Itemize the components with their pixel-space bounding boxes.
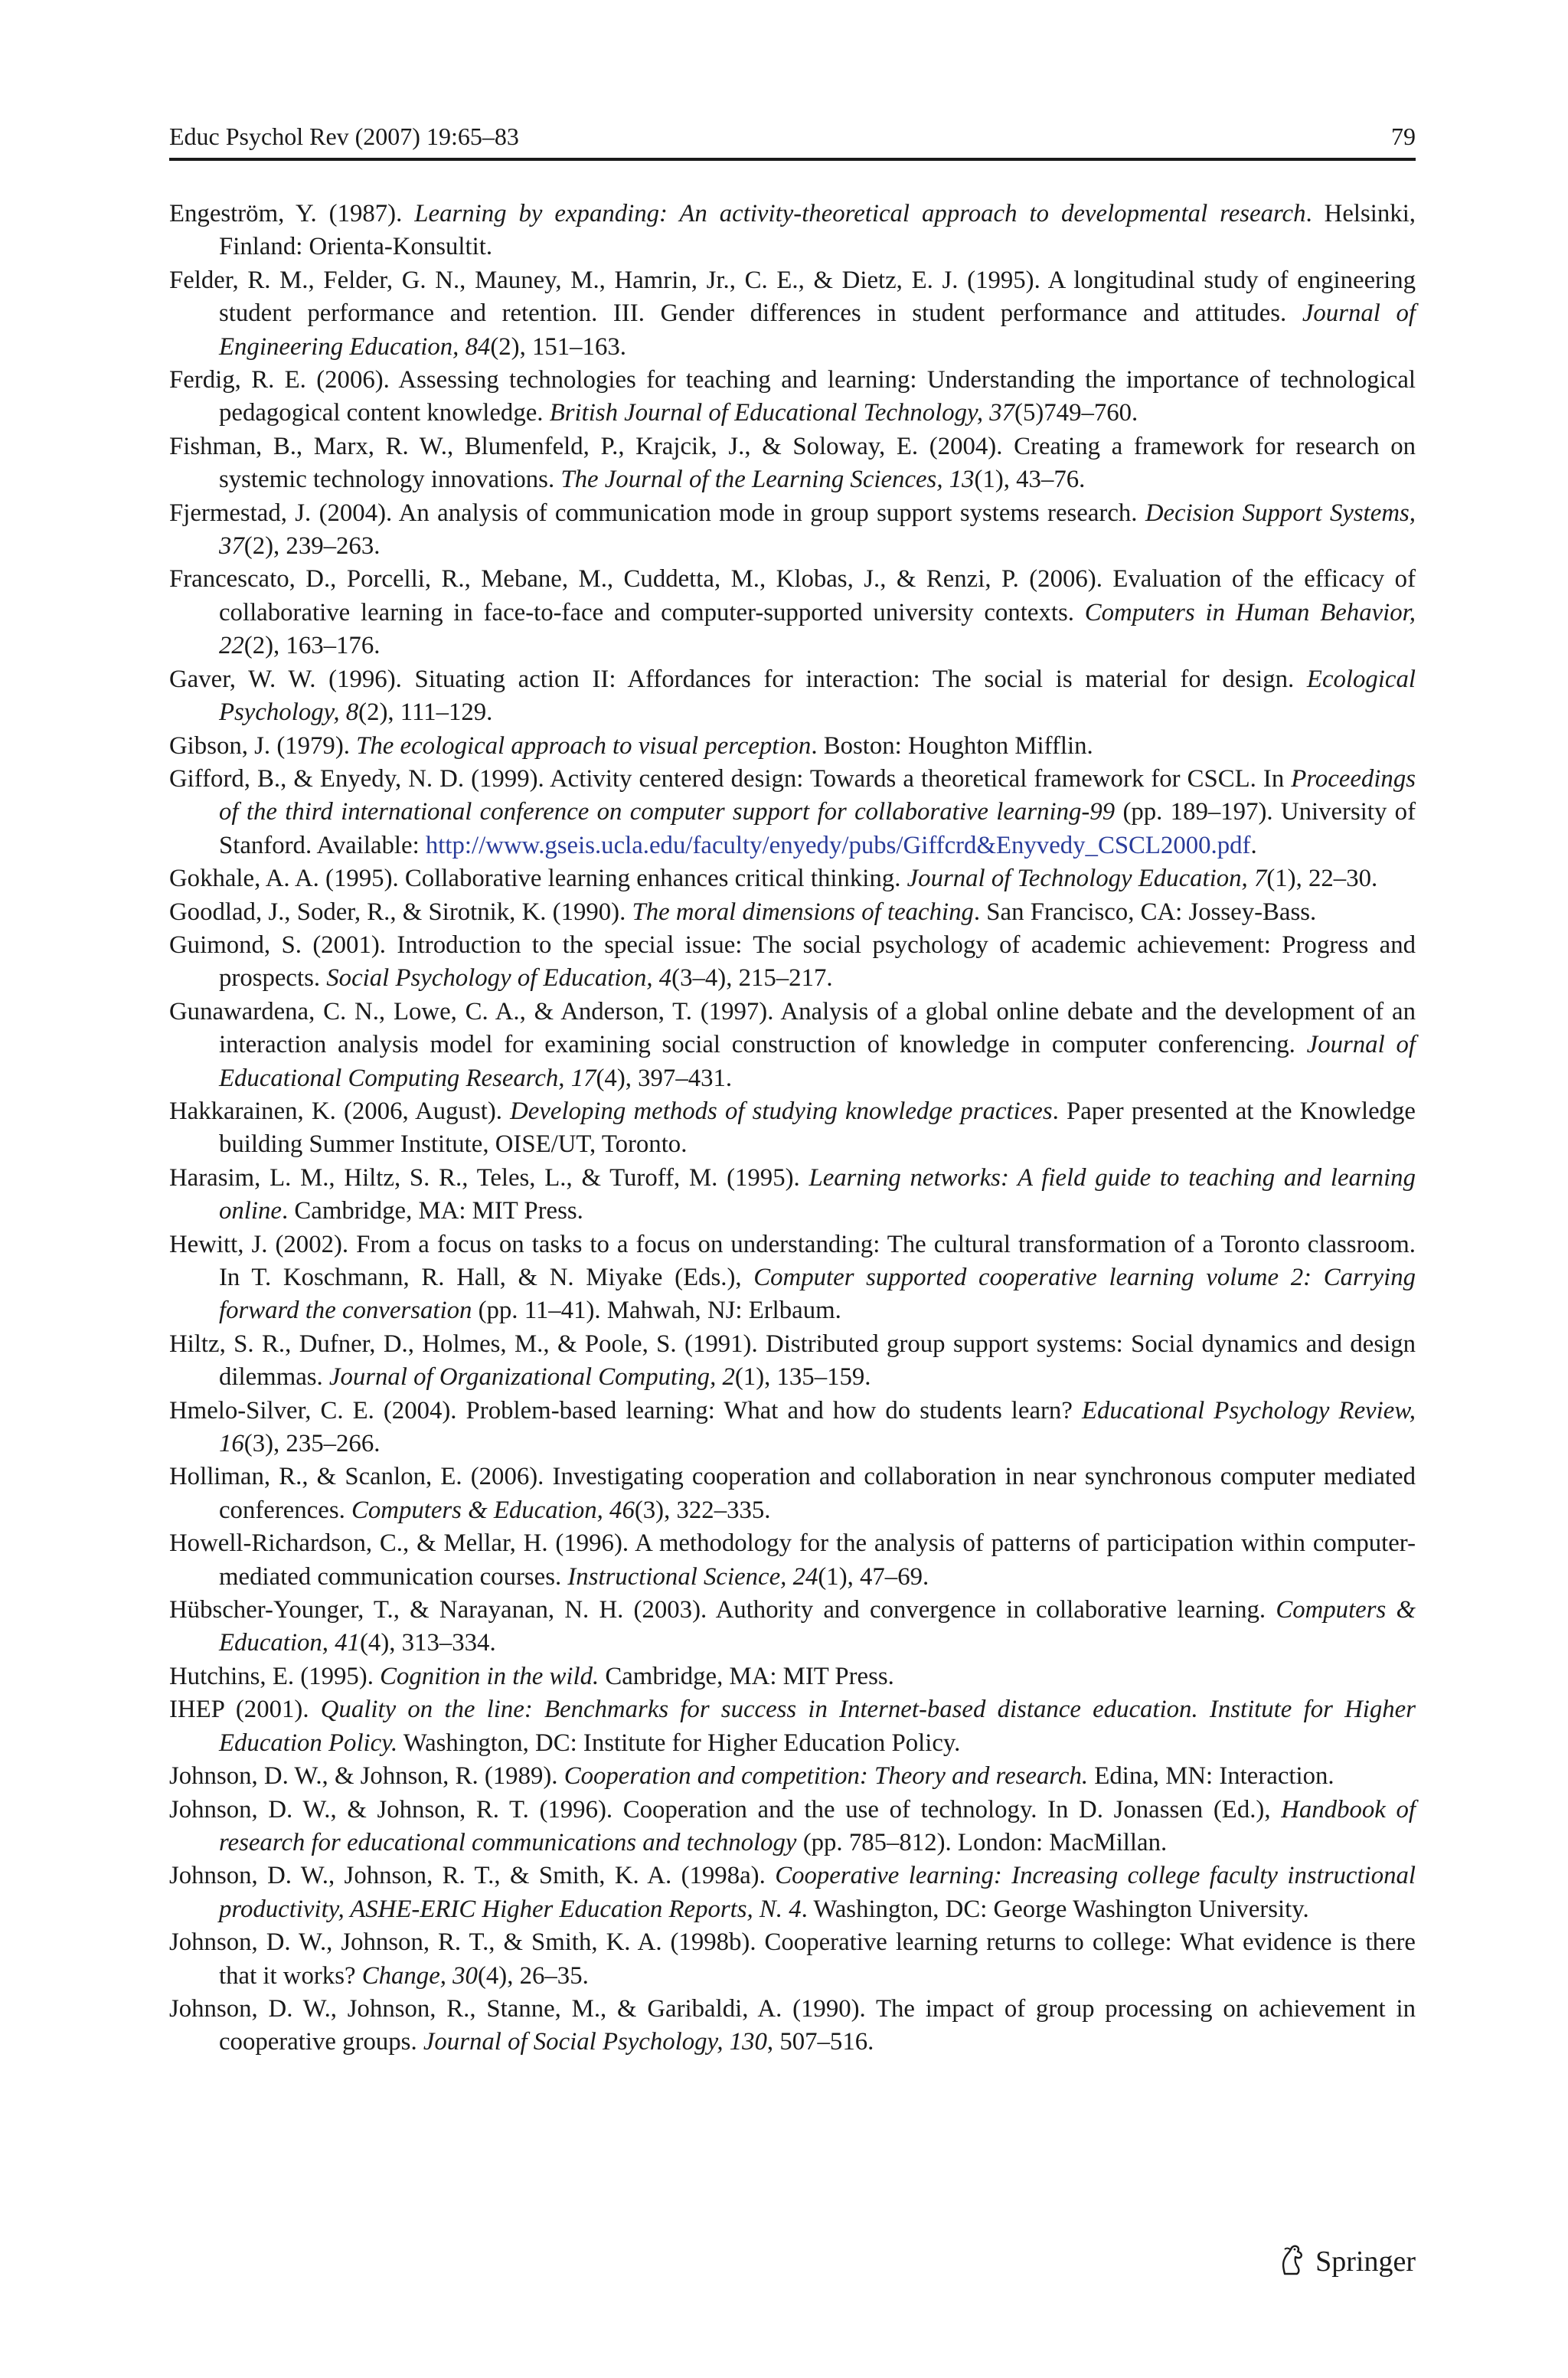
reference-text: . Cambridge, MA: MIT Press. [281, 1197, 583, 1225]
reference-text: Howell-Richardson, C., & Mellar, H. (1996). A methodology for the analysis of patterns of participation within computer-mediated communication courses. [169, 1529, 1416, 1591]
reference-italic-text: Cognition in the wild. [380, 1662, 599, 1690]
journal-citation: Educ Psychol Rev (2007) 19:65–83 [169, 123, 519, 150]
reference-entry [169, 1095, 1416, 1162]
reference-entry [169, 1162, 1416, 1228]
reference-entry [169, 896, 1416, 929]
reference-entry [169, 1395, 1416, 1461]
reference-text: Guimond, S. (2001). Introduction to the special issue: The social psychology of academic achievement: Progress and prospects. [169, 931, 1416, 993]
reference-italic-text: Learning networks: A field guide to teaching and learning online [219, 1163, 1416, 1225]
reference-text: Johnson, D. W., & Johnson, R. T. (1996). Cooperation and the use of technology. In D. Jonassen (Ed.), [169, 1795, 1282, 1824]
reference-list [169, 198, 1416, 2059]
reference-italic-text: Educational Psychology Review, 16 [219, 1396, 1416, 1458]
reference-text: (1), 22–30. [1266, 865, 1378, 893]
reference-text: Hübscher-Younger, T., & Narayanan, N. H. (2003). Authority and convergence in collaborative learning. [169, 1596, 1276, 1624]
reference-text: (5)749–760. [1014, 399, 1138, 427]
reference-text: Gifford, B., & Enyedy, N. D. (1999). Activity centered design: Towards a theoretical framework for CSCL. In [169, 764, 1292, 793]
reference-text: . San Francisco, CA: Jossey-Bass. [973, 898, 1317, 926]
reference-text: Fishman, B., Marx, R. W., Blumenfeld, P., Krajcik, J., & Soloway, E. (2004). Creating a framework for research on systemic technology innovations. [169, 432, 1416, 494]
reference-entry [169, 1328, 1416, 1395]
reference-italic-text: Social Psychology of Education, 4 [326, 964, 672, 993]
reference-italic-text: Cooperation and competition: Theory and research. [564, 1762, 1089, 1791]
reference-text: Holliman, R., & Scanlon, E. (2006). Investigating cooperation and collaboration in near synchronous computer mediated conferences. [169, 1463, 1416, 1524]
reference-entry [169, 497, 1416, 564]
reference-entry [169, 1760, 1416, 1793]
reference-text: (4), 397–431. [596, 1064, 733, 1092]
reference-entry [169, 862, 1416, 895]
reference-italic-text: Journal of Organizational Computing, 2 [328, 1363, 735, 1392]
reference-entry [169, 929, 1416, 996]
reference-italic-text: Instructional Science, 24 [567, 1562, 818, 1591]
reference-entry [169, 1993, 1416, 2059]
reference-italic-text: Learning by expanding: An activity-theoretical approach to developmental research [414, 200, 1306, 227]
reference-text: (pp. 11–41). Mahwah, NJ: Erlbaum. [472, 1297, 841, 1325]
reference-entry [169, 1660, 1416, 1693]
reference-text: Hakkarainen, K. (2006, August). [169, 1097, 511, 1125]
reference-text: Cambridge, MA: MIT Press. [599, 1662, 894, 1690]
reference-text: Francescato, D., Porcelli, R., Mebane, M., Cuddetta, M., Klobas, J., & Renzi, P. (2006). Evaluation of the efficacy of collaborative learning in face-to-face and computer-supported university contexts. [169, 565, 1416, 626]
reference-italic-text: Change, 30 [361, 1961, 478, 1990]
reference-italic-text: Computer supported cooperative learning volume 2: Carrying forward the conversation [219, 1264, 1416, 1325]
reference-text: (pp. 785–812). London: MacMillan. [796, 1828, 1168, 1856]
reference-italic-text: Computers & Education, 46 [351, 1496, 635, 1524]
reference-entry [169, 1527, 1416, 1594]
reference-text: . Boston: Houghton Mifflin. [811, 731, 1093, 760]
reference-text: (1), 47–69. [818, 1562, 929, 1591]
reference-italic-text: Proceedings of the third international conference on computer support for collaborative learning-99 [219, 764, 1416, 826]
reference-italic-text: Computers & Education, 41 [219, 1596, 1416, 1657]
reference-entry [169, 730, 1416, 763]
reference-text: (3), 235–266. [243, 1430, 381, 1458]
reference-text: (2), 163–176. [243, 632, 381, 660]
reference-text: Harasim, L. M., Hiltz, S. R., Teles, L., & Turoff, M. (1995). [169, 1163, 809, 1192]
reference-italic-text: Ecological Psychology, 8 [219, 665, 1416, 727]
reference-text: (2), 151–163. [490, 332, 626, 361]
reference-text: Gunawardena, C. N., Lowe, C. A., & Anderson, T. (1997). Analysis of a global online debate and the development of an interaction analysis model for examining social construction of knowledge in computer conferencing. [169, 997, 1416, 1059]
reference-entry [169, 264, 1416, 364]
reference-italic-text: British Journal of Educational Technology, 37 [549, 399, 1015, 427]
reference-entry [169, 1794, 1416, 1860]
reference-text: (4), 313–334. [360, 1629, 496, 1657]
reference-entry [169, 996, 1416, 1095]
reference-italic-text: Journal of Engineering Education, 84 [219, 299, 1416, 361]
reference-text: Hmelo-Silver, C. E. (2004). Problem-based learning: What and how do students learn? [169, 1396, 1082, 1425]
reference-italic-text: Journal of Technology Education, 7 [906, 865, 1267, 893]
reference-text: Hiltz, S. R., Dufner, D., Holmes, M., & Poole, S. (1991). Distributed group support systems: Social dynamics and design dilemmas. [169, 1330, 1416, 1392]
reference-text: Gibson, J. (1979). [169, 731, 357, 760]
reference-entry [169, 1594, 1416, 1660]
reference-italic-text: The moral dimensions of teaching [632, 898, 974, 926]
reference-text: . [1250, 831, 1257, 859]
reference-text: Gaver, W. W. (1996). Situating action II: Affordances for interaction: The social is material for design. [169, 665, 1307, 693]
page-number: 79 [1391, 123, 1416, 150]
reference-entry [169, 364, 1416, 430]
reference-text: . Helsinki, Finland: Orienta-Konsultit. [219, 200, 1416, 261]
reference-text: , 507–516. [766, 2028, 874, 2056]
reference-url-link[interactable]: http://www.gseis.ucla.edu/faculty/enyedy/pubs/Giffcrd&Enyvedy_CSCL2000.pdf [425, 831, 1251, 859]
reference-text: IHEP (2001). [169, 1696, 321, 1724]
reference-italic-text: Quality on the line: Benchmarks for success in Internet-based distance education. Institute for Higher Education Policy. [219, 1696, 1416, 1757]
reference-text: . Paper presented at the Knowledge building Summer Institute, OISE/UT, Toronto. [219, 1097, 1416, 1159]
reference-entry [169, 563, 1416, 662]
reference-italic-text: Developing methods of studying knowledge practices [510, 1097, 1053, 1125]
reference-italic-text: Journal of Educational Computing Research, 17 [219, 1031, 1416, 1092]
reference-text: Hewitt, J. (2002). From a focus on tasks to a focus on understanding: The cultural transformation of a Toronto classroom. In T. Koschmann, R. Hall, & N. Miyake (Eds.), [169, 1230, 1416, 1291]
reference-text: Johnson, D. W., Johnson, R. T., & Smith, K. A. (1998a). [169, 1862, 776, 1890]
reference-italic-text: Computers in Human Behavior, 22 [219, 598, 1416, 660]
reference-entry [169, 1228, 1416, 1328]
reference-entry [169, 198, 1416, 264]
reference-text: Ferdig, R. E. (2006). Assessing technologies for teaching and learning: Understanding the importance of technological pedagogical content knowledge. [169, 366, 1416, 427]
reference-text: Hutchins, E. (1995). [169, 1662, 381, 1690]
reference-text: Washington, DC: Institute for Higher Education Policy. [397, 1729, 961, 1757]
reference-entry [169, 1926, 1416, 1993]
springer-horse-icon [1276, 2243, 1306, 2281]
reference-entry [169, 763, 1416, 862]
reference-text: (4), 26–35. [477, 1961, 589, 1990]
reference-entry [169, 1693, 1416, 1760]
reference-text: (3–4), 215–217. [671, 964, 833, 993]
reference-text: Engeström, Y. (1987). [169, 200, 415, 227]
reference-entry [169, 663, 1416, 730]
reference-text: (pp. 189–197). University of Stanford. Available: [219, 798, 1416, 859]
reference-text: (3), 322–335. [634, 1496, 771, 1524]
reference-italic-text: Handbook of research for educational communications and technology [219, 1795, 1416, 1856]
reference-italic-text: Decision Support Systems, 37 [219, 499, 1416, 561]
reference-text: Fjermestad, J. (2004). An analysis of communication mode in group support systems research. [169, 499, 1145, 527]
reference-entry [169, 1860, 1416, 1926]
reference-text: (2), 239–263. [243, 532, 381, 561]
reference-text: . Washington, DC: George Washington University. [801, 1895, 1309, 1923]
reference-entry [169, 430, 1416, 497]
reference-italic-text: Cooperative learning: Increasing college faculty instructional productivity, ASHE-ERIC Higher Education Reports, N. 4 [219, 1862, 1416, 1923]
publisher-name: Springer [1315, 2246, 1416, 2278]
reference-text: Edina, MN: Interaction. [1088, 1762, 1334, 1791]
reference-text: Johnson, D. W., & Johnson, R. (1989). [169, 1762, 564, 1791]
reference-text: (1), 135–159. [734, 1363, 871, 1392]
reference-text: Johnson, D. W., Johnson, R., Stanne, M., & Garibaldi, A. (1990). The impact of group processing on achievement in cooperative groups. [169, 1994, 1416, 2056]
reference-italic-text: Journal of Social Psychology, 130 [423, 2028, 767, 2056]
running-header [169, 115, 1416, 158]
header-rule [169, 158, 1416, 161]
reference-text: Gokhale, A. A. (1995). Collaborative learning enhances critical thinking. [169, 865, 907, 893]
reference-italic-text: The ecological approach to visual perception [356, 731, 812, 760]
reference-entry [169, 1460, 1416, 1527]
reference-text: Felder, R. M., Felder, G. N., Mauney, M., Hamrin, Jr., C. E., & Dietz, E. J. (1995). A longitudinal study of engineering student performance and retention. III. Gender differences in student performance and attitudes. [169, 266, 1416, 328]
reference-text: (1), 43–76. [974, 466, 1086, 494]
reference-text: Johnson, D. W., Johnson, R. T., & Smith, K. A. (1998b). Cooperative learning returns to college: What evidence is there that it works? [169, 1928, 1416, 1990]
publisher-footer [1276, 2240, 1416, 2283]
reference-italic-text: The Journal of the Learning Sciences, 13 [560, 466, 975, 494]
reference-text: (2), 111–129. [358, 698, 493, 727]
reference-text: Goodlad, J., Soder, R., & Sirotnik, K. (1990). [169, 898, 632, 926]
